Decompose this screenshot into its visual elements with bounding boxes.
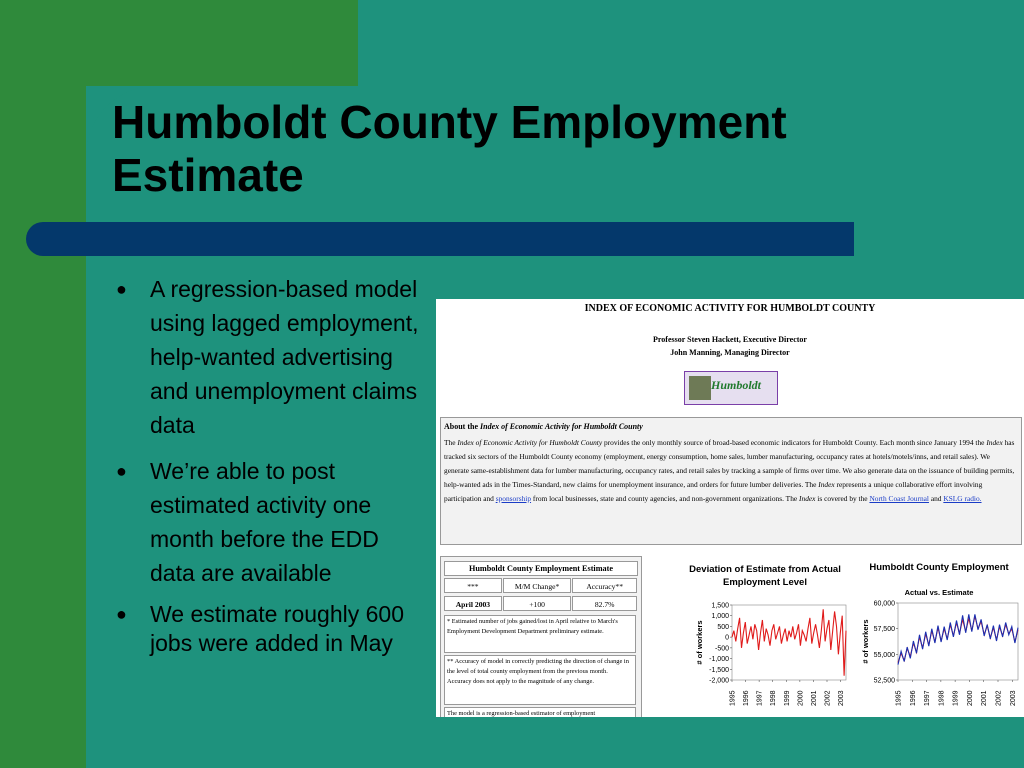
y-tick-label: 1,500 (711, 602, 729, 610)
about-text-part: and (928, 494, 944, 503)
bullet-text: We estimate roughly 600 jobs were added in May (150, 601, 404, 656)
table-cell: April 2003 (444, 596, 502, 611)
webpage-screenshot (436, 299, 1024, 717)
y-axis-label: # of workers (861, 619, 870, 664)
about-text-part: Index (799, 494, 816, 503)
about-box (440, 417, 1022, 545)
x-tick-label: 2001 (810, 690, 818, 706)
x-tick-label: 1997 (924, 690, 932, 706)
bullet-text: A regression-based model using lagged employment, help-wanted advertising and unemployment claims data (150, 276, 419, 438)
chart-subtitle: Actual vs. Estimate (904, 588, 974, 597)
chart-title: Deviation of Estimate from Actual Employment Level (689, 564, 841, 588)
about-text-part: Index of Economic Activity for Humboldt County (457, 438, 603, 447)
y-tick-label: -1,000 (709, 656, 729, 664)
about-text-part: is covered by the (815, 494, 870, 503)
x-tick-label: 2003 (838, 690, 846, 706)
about-text-part: The (444, 438, 456, 447)
x-tick-label: 1996 (743, 690, 751, 706)
about-text-part: Index (818, 480, 835, 489)
table-cell: 82.7% (572, 596, 637, 611)
y-tick-label: 1,000 (711, 613, 729, 621)
sponsorship-link[interactable]: sponsorship (495, 494, 532, 503)
bullet-icon: ● (116, 461, 127, 481)
slide-title: Humboldt County Employment Estimate (112, 96, 787, 201)
x-tick-label: 1997 (756, 690, 764, 706)
table-title: Humboldt County Employment Estimate (444, 561, 638, 576)
y-tick-label: 0 (725, 634, 729, 642)
about-text-part: represents a unique collaborative effort involving participation and (444, 480, 983, 503)
x-tick-label: 2000 (797, 690, 805, 706)
humboldt-logo (684, 371, 778, 405)
table-cell: +100 (503, 596, 572, 611)
north-coast-journal-link[interactable]: North Coast Journal (869, 494, 929, 503)
about-heading (444, 422, 643, 431)
x-tick-label: 2000 (966, 690, 974, 706)
about-text (444, 436, 1016, 506)
about-index-name: Index of Economic Activity for Humboldt County (480, 422, 643, 431)
plot-area (732, 605, 846, 680)
x-tick-label: 1996 (909, 690, 917, 706)
bullet-list (112, 272, 422, 658)
employment-estimate-table (440, 556, 642, 717)
kslg-radio-link[interactable]: KSLG radio. (943, 494, 982, 503)
x-tick-label: 2003 (1009, 690, 1017, 706)
doc-heading: INDEX OF ECONOMIC ACTIVITY FOR HUMBOLDT COUNTY (584, 303, 876, 314)
table-header-cell: *** (444, 578, 502, 593)
y-tick-label: 55,000 (873, 651, 895, 659)
green-left-stripe (0, 0, 86, 768)
about-text-part: provides the only monthly source of broad-based economic indicators for Humboldt County. Each month since January 1994 the (602, 438, 987, 447)
y-tick-label: 60,000 (873, 600, 895, 608)
about-text-part: Index (986, 438, 1003, 447)
title-underline-bar (26, 222, 854, 256)
y-tick-label: 52,500 (873, 677, 895, 685)
y-tick-label: -1,500 (709, 666, 729, 674)
x-tick-label: 1998 (770, 690, 778, 706)
plot-area (898, 603, 1018, 680)
bullet-item (112, 454, 422, 590)
table-note: The model is a regression-based estimator of employment (444, 707, 636, 717)
about-label: About the (444, 422, 479, 431)
bullet-item (112, 272, 422, 442)
y-axis-label: # of workers (695, 620, 704, 665)
y-tick-label: -2,000 (709, 677, 729, 685)
y-tick-label: 57,500 (873, 626, 895, 634)
table-row (444, 596, 638, 611)
house-icon (689, 376, 711, 400)
x-tick-label: 1995 (729, 690, 737, 706)
employment-chart-svg (856, 561, 1022, 717)
x-tick-label: 1999 (783, 690, 791, 706)
x-tick-label: 1999 (952, 690, 960, 706)
table-note: * Estimated number of jobs gained/lost in April relative to March's Employment Development Department preliminary estimate. (444, 615, 636, 653)
deviation-chart-svg (680, 563, 850, 717)
bullet-text: We’re able to post estimated activity one month before the EDD data are available (150, 458, 379, 586)
y-tick-label: 500 (717, 623, 729, 631)
bullet-item (112, 600, 422, 658)
x-tick-label: 2001 (981, 690, 989, 706)
table-header-row (444, 578, 638, 593)
bullet-icon: ● (116, 279, 127, 299)
table-note: ** Accuracy of model in correctly predicting the direction of change in the level of total county employment from the previous month. Accuracy does not apply to the magnitude of any change. (444, 655, 636, 705)
x-tick-label: 1995 (895, 690, 903, 706)
about-text-part: from local businesses, state and county agencies, and non-government organizations. The (531, 494, 800, 503)
logo-text: Humboldt (711, 378, 762, 392)
x-tick-label: 2002 (995, 690, 1003, 706)
staff-director: Professor Steven Hackett, Executive Director (653, 335, 807, 344)
chart-title: Humboldt County Employment (869, 562, 1009, 573)
table-header-cell: Accuracy** (572, 578, 637, 593)
y-tick-label: -500 (714, 645, 729, 653)
bullet-icon: ● (116, 604, 127, 624)
table-header-cell: M/M Change* (503, 578, 572, 593)
deviation-chart (680, 563, 850, 717)
x-tick-label: 1998 (938, 690, 946, 706)
employment-chart (856, 561, 1022, 717)
doc-staff (436, 333, 1024, 359)
x-tick-label: 2002 (824, 690, 832, 706)
about-text-part: has tracked six sectors of the Humboldt County economy (employment, energy consumption, home sales, lumber manufacturing, occupancy rates at hotels/motels/inns, and retail sales). We generate same-establishment data for lumber manufacturing, occupancy rates, and retail sales by tracking a sample of firms over time. We also generate data on the issuance of building permits, help-wanted ads in the Times-Standard, new claims for unemployment insurance, and orders for future lumber deliveries. The (444, 438, 1015, 489)
staff-manager: John Manning, Managing Director (670, 348, 790, 357)
